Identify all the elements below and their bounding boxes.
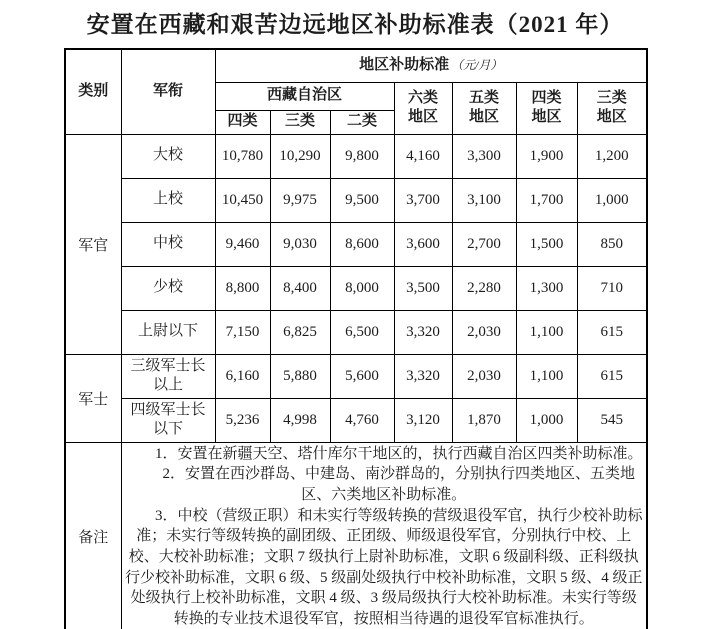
rank-cell: 少校 [121,266,215,310]
value-cell: 1,000 [577,178,647,222]
table-row-shaoxiao [65,266,647,310]
value-cell: 4,760 [330,398,394,442]
value-cell: 10,290 [270,134,330,178]
table-row-zhongxiao [65,222,647,266]
rank-cell: 大校 [121,134,215,178]
value-cell: 5,236 [215,398,270,442]
value-cell: 1,300 [516,266,577,310]
value-cell: 1,100 [516,354,577,398]
rank-cell: 三级军士长以上 [121,354,215,398]
value-cell: 3,300 [452,134,516,178]
header-standard-title: 地区补助标准 [359,57,450,73]
value-cell: 9,460 [215,222,270,266]
header-category: 类别 [65,49,121,134]
rank-cell: 中校 [121,222,215,266]
value-cell: 850 [577,222,647,266]
value-cell: 3,600 [394,222,452,266]
category-nco: 军士 [65,354,121,442]
value-cell: 2,030 [452,354,516,398]
value-cell: 2,280 [452,266,516,310]
header-tibet-class3: 三类 [270,110,330,134]
value-cell: 3,320 [394,310,452,354]
value-cell: 2,030 [452,310,516,354]
value-cell: 9,500 [330,178,394,222]
note-2: 2．安置在西沙群岛、中建岛、南沙群岛的，分别执行四类地区、五类地区、六类地区补助标准。 [162,466,635,503]
header-tibet-class4: 四类 [215,110,270,134]
value-cell: 545 [577,398,647,442]
value-cell: 4,160 [394,134,452,178]
table-title: 安置在西藏和艰苦边远地区补助标准表（2021 年） [86,12,624,37]
value-cell: 1,500 [516,222,577,266]
table-row-shangxiao [65,178,647,222]
value-cell: 8,600 [330,222,394,266]
value-cell: 8,800 [215,266,270,310]
header-tibet: 西藏自治区 [215,82,394,110]
subsidy-table [64,48,648,629]
value-cell: 3,120 [394,398,452,442]
value-cell: 9,030 [270,222,330,266]
value-cell: 6,160 [215,354,270,398]
value-cell: 1,700 [516,178,577,222]
notes-content [121,442,647,629]
table-row-shangwei [65,310,647,354]
value-cell: 7,150 [215,310,270,354]
rank-cell: 上校 [121,178,215,222]
value-cell: 4,998 [270,398,330,442]
value-cell: 8,400 [270,266,330,310]
value-cell: 710 [577,266,647,310]
value-cell: 3,500 [394,266,452,310]
header-area-class3: 三类地区 [577,82,647,134]
rank-cell: 四级军士长以下 [121,398,215,442]
category-officer: 军官 [65,134,121,354]
note-3: 3．中校（营级正职）和未实行等级转换的营级退役军官，执行少校补助标准；未实行等级转换的副团级、正团级、师级退役军官，分别执行中校、上校、大校补助标准；文职 7 级执行上尉补助标准，文职 6 级副科级、正科级执行少校补助标准，文职 6 级、5 级副处级执行中校补助标准，文职 5 级、4 级正处级执行上校补助标准，文职 4 级、3 级局级执行大校补助标准。未实行等级转换的专业技术退役军官，按照相当待遇的退役军官标准执行。 [124,507,643,627]
header-standard-unit: （元/月） [451,58,503,72]
value-cell: 2,700 [452,222,516,266]
value-cell: 5,600 [330,354,394,398]
rank-cell: 上尉以下 [121,310,215,354]
value-cell: 1,100 [516,310,577,354]
table-row-sanji [65,354,647,398]
value-cell: 5,880 [270,354,330,398]
header-standard [215,49,647,82]
value-cell: 9,800 [330,134,394,178]
value-cell: 8,000 [330,266,394,310]
value-cell: 6,825 [270,310,330,354]
value-cell: 1,900 [516,134,577,178]
value-cell: 3,320 [394,354,452,398]
notes-row [65,442,647,629]
value-cell: 10,780 [215,134,270,178]
value-cell: 3,700 [394,178,452,222]
header-row-1 [65,49,647,82]
header-area-class6: 六类地区 [394,82,452,134]
value-cell: 10,450 [215,178,270,222]
value-cell: 9,975 [270,178,330,222]
value-cell: 615 [577,310,647,354]
value-cell: 3,100 [452,178,516,222]
header-rank: 军衔 [121,49,215,134]
note-1: 1．安置在新疆天空、塔什库尔干地区的，执行西藏自治区四类补助标准。 [154,445,643,462]
header-area-class4: 四类地区 [516,82,577,134]
value-cell: 1,000 [516,398,577,442]
value-cell: 6,500 [330,310,394,354]
value-cell: 1,870 [452,398,516,442]
value-cell: 1,200 [577,134,647,178]
value-cell: 615 [577,354,647,398]
notes-label: 备注 [65,442,121,629]
table-row-siji [65,398,647,442]
header-area-class5: 五类地区 [452,82,516,134]
table-row-daxiao [65,134,647,178]
header-tibet-class2: 二类 [330,110,394,134]
